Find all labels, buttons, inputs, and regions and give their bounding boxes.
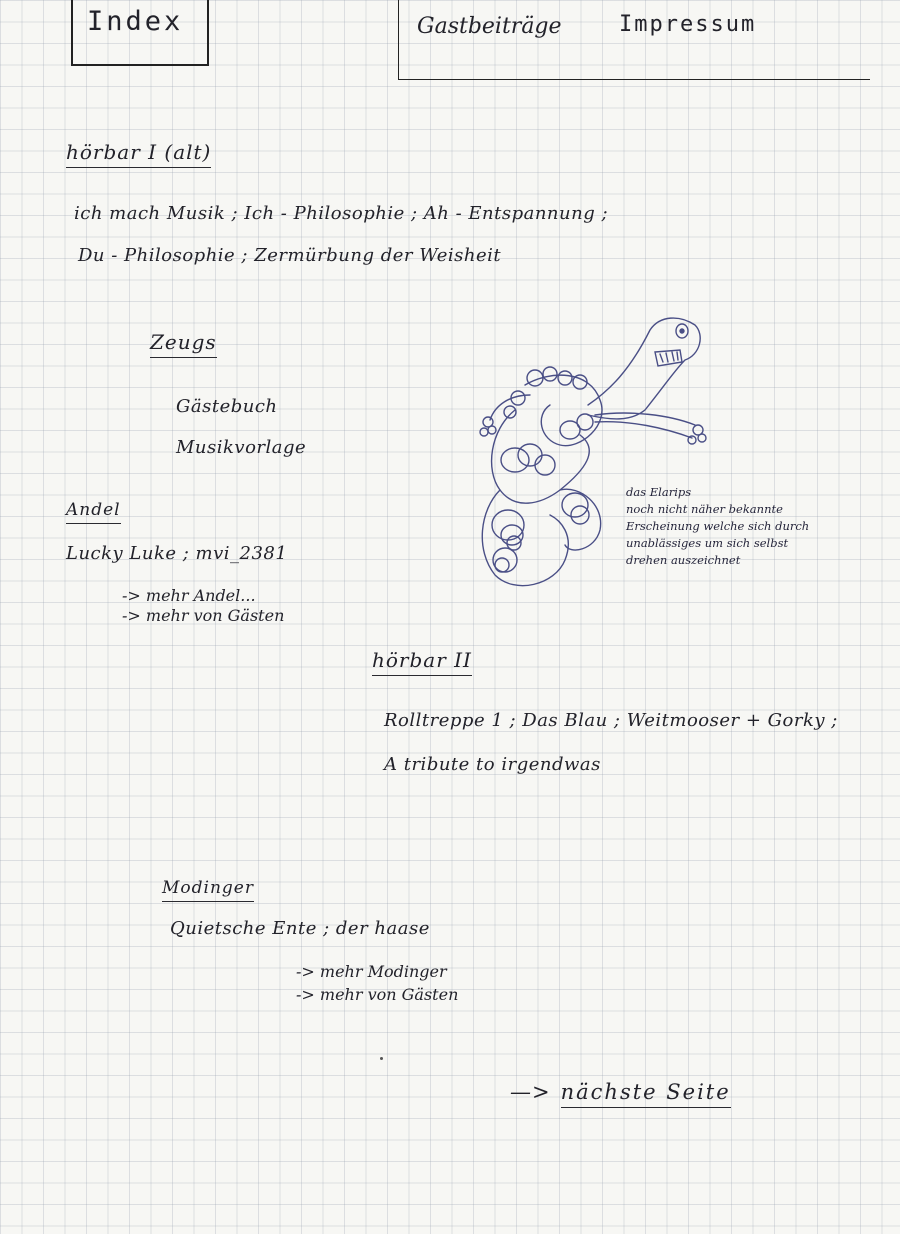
caption-line: unablässiges um sich selbst [626,536,789,550]
impressum-link[interactable]: Impressum [619,12,757,37]
more-modinger-link[interactable]: -> mehr Modinger [296,962,447,981]
hoerbar2-heading[interactable]: hörbar II [372,648,472,676]
more-andel-link[interactable]: -> mehr Andel... [122,586,256,605]
index-link[interactable]: Index [87,6,184,37]
more-guests-link[interactable]: -> mehr von Gästen [296,985,459,1004]
caption-line: noch nicht näher bekannte [626,502,783,516]
caption-line: drehen auszeichnet [626,553,741,567]
gaestebuch-link[interactable]: Gästebuch [176,396,278,417]
gastbeitraege-link[interactable]: Gastbeiträge [417,14,562,39]
creature-caption [626,484,809,569]
caption-line: das Elarips [626,485,692,499]
caption-line: Erscheinung welche sich durch [626,519,810,533]
index-nav-box [71,0,209,66]
more-guests-link[interactable]: -> mehr von Gästen [122,606,285,625]
andel-items[interactable]: Lucky Luke ; mvi_2381 [66,543,288,564]
stray-dot [380,1057,383,1060]
modinger-items[interactable]: Quietsche Ente ; der haase [170,918,430,939]
next-page-label: nächste Seite [561,1080,731,1108]
top-nav-box [398,0,870,80]
arrow-right-icon: —> [510,1080,551,1104]
hoerbar1-heading[interactable]: hörbar I (alt) [66,140,211,168]
andel-heading: Andel [66,500,121,524]
hoerbar2-track-list-line1[interactable]: Rolltreppe 1 ; Das Blau ; Weitmooser + Gorky ; [384,710,838,731]
hoerbar1-track-list-line1[interactable]: ich mach Musik ; Ich - Philosophie ; Ah - Entspannung ; [74,203,609,224]
next-page-link[interactable] [510,1080,731,1108]
zeugs-heading: Zeugs [150,330,217,358]
hoerbar2-track-list-line2[interactable]: A tribute to irgendwas [384,754,601,775]
hoerbar1-track-list-line2[interactable]: Du - Philosophie ; Zermürbung der Weisheit [78,245,502,266]
modinger-heading: Modinger [162,878,254,902]
musikvorlage-link[interactable]: Musikvorlage [176,437,307,458]
